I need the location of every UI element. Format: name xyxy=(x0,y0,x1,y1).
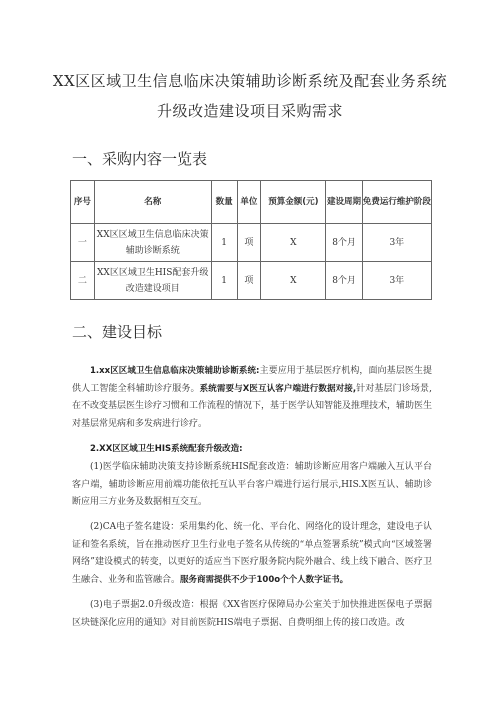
cell-no: 一 xyxy=(71,224,95,262)
cell-name: XX区区域卫生信息临床决策辅助诊断系统 xyxy=(94,224,211,262)
cell-no: 二 xyxy=(71,262,95,300)
header-qty: 数量 xyxy=(211,181,237,224)
paragraph-text: 针对基层门诊场景,在不改变基层医生诊疗习惯和工作流程的情况下，基于医学认知智能及推理技术，辅助医生对基层常见病和多发病进行诊疗。 xyxy=(72,383,433,429)
header-no: 序号 xyxy=(71,181,95,224)
header-unit: 单位 xyxy=(237,181,261,224)
cell-free: 3年 xyxy=(362,262,431,300)
table-row xyxy=(71,224,432,262)
header-free-maintenance: 免费运行维护阶段 xyxy=(362,181,431,224)
paragraph-his-upgrade-heading xyxy=(72,441,432,459)
paragraph-his-item-3: (3)电子票据2.0升级改造：根据《XX省医疗保障局办公室关于加快推进医保电子票据区块链深化应用的通知》对目前医院HIS端电子票据、自费明细上传的接口改造。改 xyxy=(72,600,432,628)
paragraph-his-item-2 xyxy=(72,519,432,589)
cell-qty: 1 xyxy=(211,224,237,262)
table-row xyxy=(71,262,432,300)
cell-qty: 1 xyxy=(211,262,237,300)
cell-budget: X xyxy=(261,262,326,300)
cell-unit: 项 xyxy=(237,224,261,262)
section-heading-goals: 二、建设目标 xyxy=(72,323,163,341)
document-title-line2: 升级改造建设项目采购需求 xyxy=(156,102,343,120)
table-header-row xyxy=(71,181,432,224)
paragraph-lead-bold: 1.xx区区域卫生信息临床决策辅助诊断系统: xyxy=(90,366,260,376)
paragraph-text: (2)CA电子签名建设：采用集约化、统一化、平台化、网络化的设计理念，建设电子认证和签名系统，旨在推动医疗卫生行业电子签名从传统的“单点签署系统”模式向“区域签署网络”建设模式的转变，以更好的适应当下医疗服务院内院外融合、线上线下融合、医疗卫生融合、业务和监管融合。 xyxy=(72,522,432,585)
cell-period: 8个月 xyxy=(326,262,362,300)
section-heading-procurement: 一、采购内容一览表 xyxy=(72,150,208,168)
paragraph-text: 主要应用于基层医疗机构，面向基层医生提供人工智能全科辅助诊疗服务。 xyxy=(72,366,432,394)
document-title-line1: XX区区域卫生信息临床决策辅助诊断系统及配套业务系统 xyxy=(52,72,448,90)
cell-budget: X xyxy=(261,224,326,262)
cell-period: 8个月 xyxy=(326,224,362,262)
paragraph-lead-bold: 2.XX区区域卫生HIS系统配套升级改造: xyxy=(90,444,243,454)
cell-free: 3年 xyxy=(362,224,431,262)
paragraph-inline-bold: 系统需要与X医互认客户端进行数据对接, xyxy=(199,383,357,394)
header-budget: 预算金额(元) xyxy=(261,181,326,224)
cell-name: XX区区域卫生HIS配套升级改造建设项目 xyxy=(94,262,211,300)
procurement-table xyxy=(70,180,432,300)
header-name: 名称 xyxy=(94,181,211,224)
paragraph-his-item-1: (1)医学临床辅助决策支持诊断系统HIS配套改造：辅助诊断应用客户端融入互认平台客户端，辅助诊断应用前端功能依托互认平台客户端进行运行展示,HIS.X医互认、辅助诊断应用三方业务及数据相互交互。 xyxy=(72,462,432,507)
cell-unit: 项 xyxy=(237,262,261,300)
paragraph-inline-bold: 服务商需提供不少于100o个个人数字证书。 xyxy=(180,574,349,585)
paragraph-decision-support xyxy=(72,363,432,433)
header-period: 建设周期 xyxy=(326,181,362,224)
